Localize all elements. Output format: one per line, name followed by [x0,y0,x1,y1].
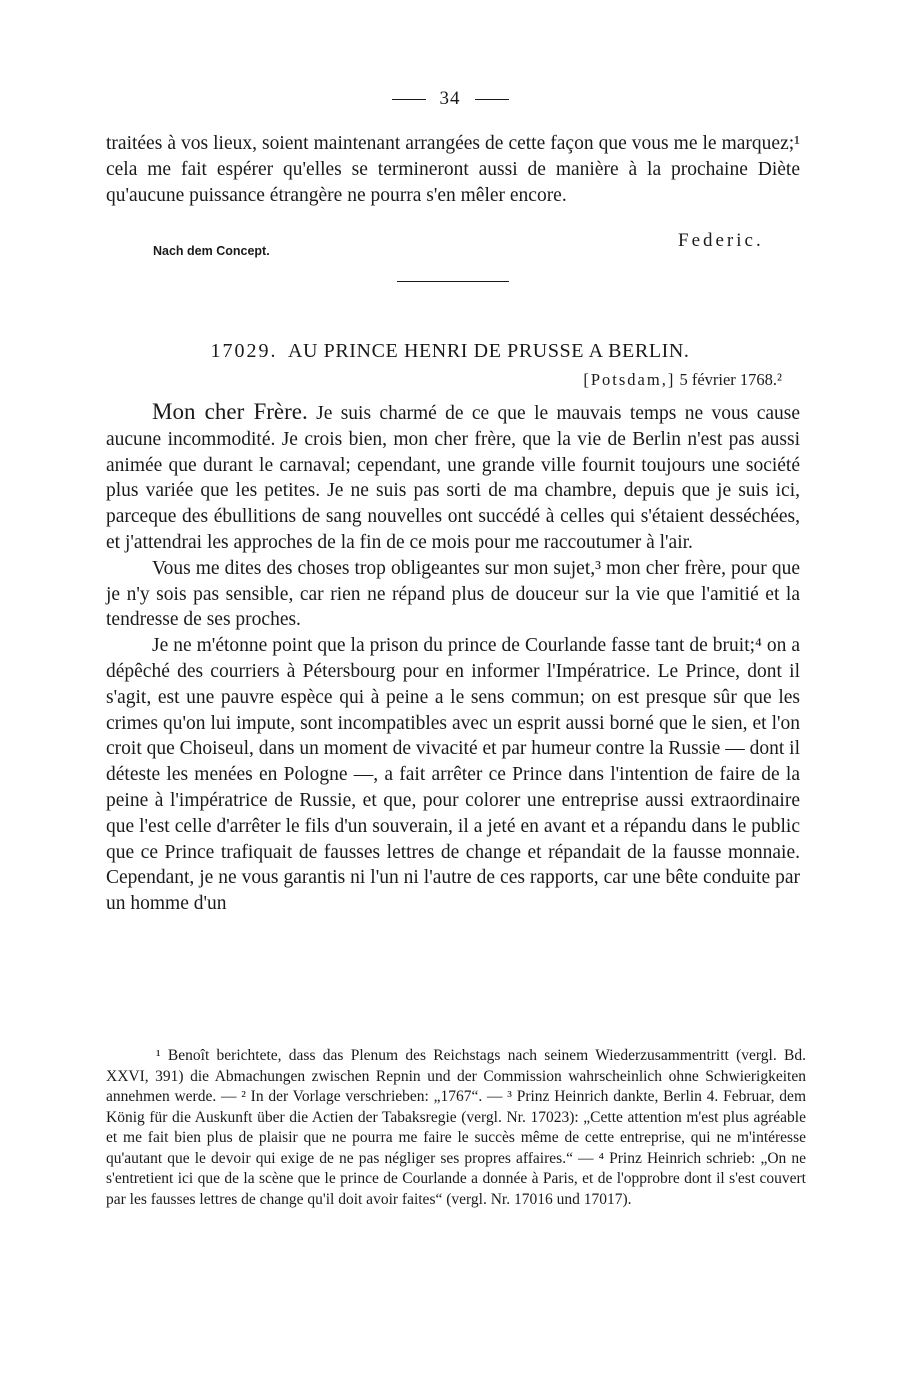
footnotes [106,1046,806,1210]
letter-place: [Potsdam,] [583,370,676,389]
letter-paragraph-3: Je ne m'étonne point que la prison du prince de Courlande fasse tant de bruit;⁴ on a dépêché des courriers à Pétersbourg pour en informer l'Impératrice. Le Prince, dont il s'agit, est une pauvre espèce qui à peine a le sens commun; on est presque sûr que les crimes qu'on lui impute, sont incompatibles avec un esprit aussi borné que le sien, et l'on croit que Choiseul, dans un moment de vivacité et par humeur contre la Russie — dont il déteste les menées en Pologne —, a fait arrêter ce Prince dans l'intention de faire de la peine à l'impératrice de Russie, et que, pour colorer une entreprise aussi extraordinaire que l'est celle d'arrêter le fils d'un souverain, il a jeté en avant et a répandu dans le public que ce Prince trafiquait de fausses lettres de change et répandait de la fausse monnaie. Cependant, je ne vous garantis ni l'un ni l'autre de ces rapports, car une bête conduite par un homme d'un [106,635,800,915]
opening-paragraph: traitées à vos lieux, soient maintenant arrangées de cette façon que vous me le marquez;¹ cela me fait espérer qu'elles se termineront aussi de manière à la prochaine Diète qu'aucune puissance étrangère ne pourra s'en mêler encore. [106,133,800,206]
page-number-header [0,88,900,110]
page-number-dash-right [475,99,509,100]
letter-paragraph-1-text: Je suis charmé de ce que le mauvais temps ne vous cause aucune incommodité. Je crois bien, mon cher frère, que la vie de Berlin n'est pas aussi animée que durant le carnaval; cependant, une grande ville fournit toujours une société plus variée que les petites. Je ne suis pas sorti de ma chambre, depuis que je suis ici, parceque des ébullitions de sang nouvelles ont succédé à celles qui s'étaient desséchées, et j'attendrai les approches de la fin de ce mois pour me raccoutumer à l'air. [106,403,800,553]
letter-dateline [583,370,782,390]
letter-body [106,399,800,917]
page-number-dash-left [392,99,426,100]
letter-title: AU PRINCE HENRI DE PRUSSE A BERLIN. [287,340,690,362]
letter-date: 5 février 1768.² [679,370,782,389]
letter-number: 17029. [210,340,278,362]
letter-heading [0,340,900,363]
section-divider [397,281,509,282]
page-number: 34 [439,88,461,109]
letter-paragraph-2: Vous me dites des choses trop obligeantes sur mon sujet,³ mon cher frère, pour que je n'y sois pas sensible, car rien ne répand plus de douceur sur la vie que l'amitié et la tendresse de ses proches. [106,557,800,631]
source-note: Nach dem Concept. [153,244,270,258]
salutation: Mon cher Frère. [152,399,308,424]
opening-text-block [106,131,800,208]
footnote-text: ¹ Benoît berichtete, dass das Plenum des Reichstags nach seinem Wiederzusammentritt (vergl. Bd. XXVI, 391) die Abmachungen zwischen Repnin und der Commission wahrscheinlich ohne Schwierigkeiten annehmen werde. — ² In der Vorlage verschrieben: „1767“. — ³ Prinz Heinrich dankte, Berlin 4. Februar, dem König für die Auskunft über die Actien der Tabaksregie (vergl. Nr. 17023): „Cette attention m'est plus agréable et me fait bien plus de plaisir que ne pourra me faire le succès même de cette entreprise, qui ne m'intéresse qu'autant que le devoir qui exige de ne pas négliger ses propres affaires.“ — ⁴ Prinz Heinrich schrieb: „On ne s'entretient ici que de la scène que le prince de Courlande a donnée à Paris, et de l'opprobre dont il s'est couvert par les fausses lettres de change qu'il doit avoir faites“ (vergl. Nr. 17016 und 17017). [106,1047,806,1208]
signature: Federic. [678,230,764,251]
letter-paragraph-1 [106,399,800,556]
